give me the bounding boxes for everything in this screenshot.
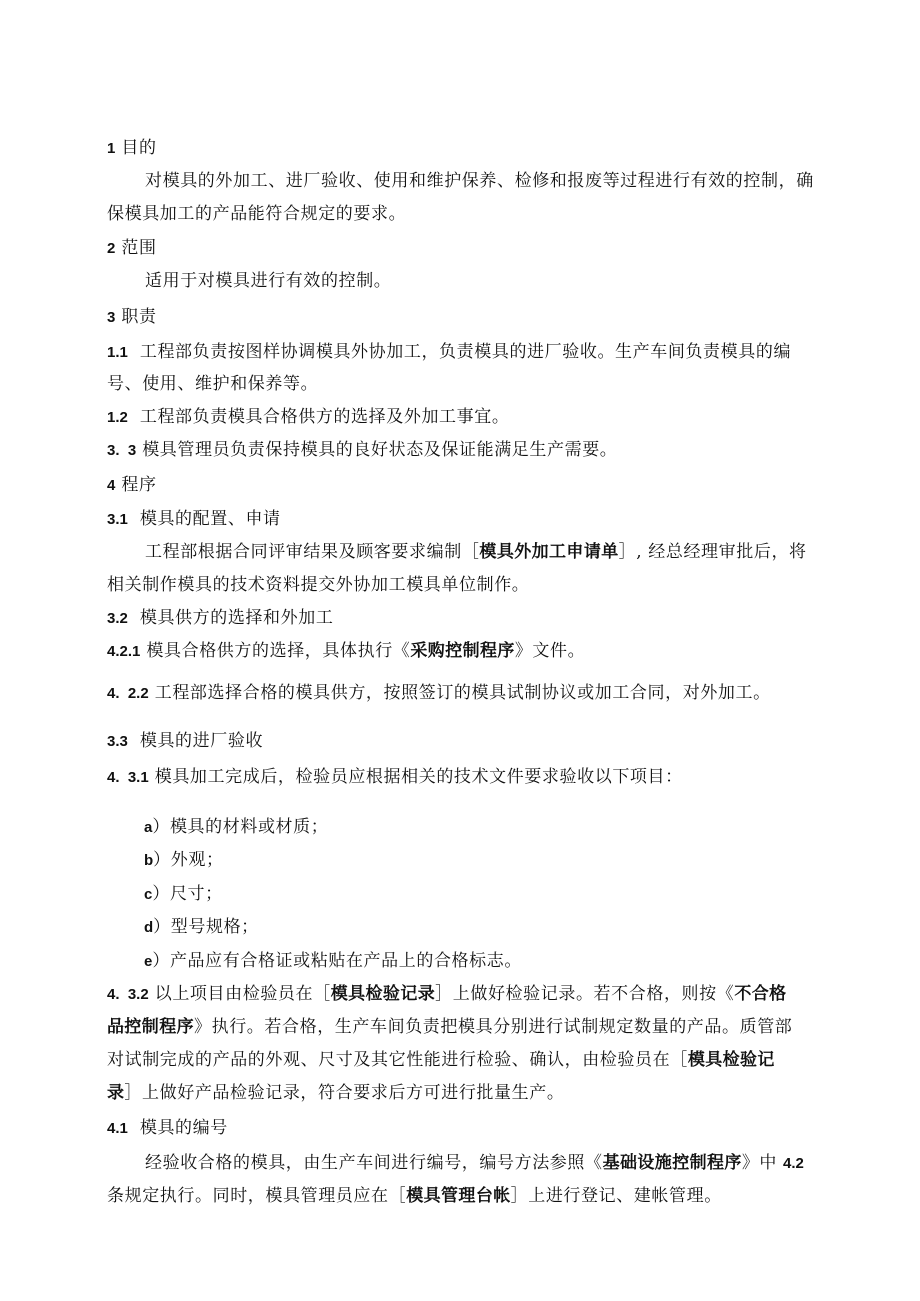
item-label: a — [144, 819, 153, 836]
item-text: ）产品应有合格证或粘贴在产品上的合格标志。 — [152, 951, 522, 971]
form-name: 模具外加工申请单 — [479, 542, 619, 562]
section-2-body: 适用于对模具进行有效的控制。 — [145, 271, 392, 291]
section-1-body-line-1: 对模具的外加工、进厂验收、使用和维护保养、检修和报废等过程进行有效的控制，确 — [145, 171, 814, 191]
procedure-4-3-2-line-3 — [107, 1048, 847, 1072]
form-name: 模具检验记录 — [330, 984, 436, 1004]
list-item — [144, 949, 884, 974]
section-number: 3 — [107, 309, 116, 326]
clause-title: 模具的编号 — [139, 1118, 228, 1138]
clause-text: 模具管理员负责保持模具的良好状态及保证能满足生产需要。 — [142, 440, 618, 460]
clause-text: 工程部选择合格的模具供方，按照签订的模具试制协议或加工合同，对外加工。 — [154, 683, 771, 703]
procedure-3-3-heading — [107, 729, 847, 754]
clause-number: 3.1 — [107, 511, 128, 528]
responsibility-3-3 — [107, 438, 847, 463]
section-number: 1 — [107, 140, 116, 157]
clause-title: 模具的配置、申请 — [139, 509, 281, 529]
section-title: 程序 — [121, 475, 157, 495]
section-title: 范围 — [121, 238, 157, 258]
clause-number: 4. 2.2 — [107, 685, 149, 702]
quote-mark: 》 — [194, 1017, 212, 1037]
quote-mark: 》 — [741, 1153, 760, 1173]
section-number: 2 — [107, 240, 116, 257]
clause-text: 模具加工完成后，检验员应根据相关的技术文件要求验收以下项目： — [154, 767, 683, 787]
procedure-3-1-heading — [107, 507, 847, 532]
body-text: 上做好检验记录。若不合格，则按 — [452, 984, 717, 1004]
section-2-heading — [107, 236, 847, 261]
procedure-4-3-2-line-2 — [107, 1015, 847, 1039]
section-title: 职责 — [121, 307, 157, 327]
section-3-heading — [107, 305, 847, 330]
form-name: 模具管理台帐 — [406, 1186, 511, 1206]
body-text: 经验收合格的模具，由生产车间进行编号，编号方法参照 — [145, 1153, 585, 1173]
procedure-4-2-1 — [107, 639, 847, 664]
item-label: e — [144, 953, 153, 970]
procedure-3-1-body-line-2: 相关制作模具的技术资料提交外协加工模具单位制作。 — [107, 575, 530, 595]
list-item — [144, 815, 884, 840]
responsibility-1-2 — [107, 405, 847, 430]
list-item — [144, 848, 884, 873]
form-name: 录 — [107, 1083, 125, 1103]
section-title: 目的 — [121, 138, 157, 158]
procedure-3-1-body-line-1 — [145, 540, 885, 564]
list-item — [144, 915, 884, 940]
clause-number: 1.2 — [107, 409, 128, 426]
procedure-4-3-2-line-1 — [107, 982, 847, 1007]
bracket: ］ — [435, 984, 453, 1004]
document-reference: 品控制程序 — [107, 1017, 194, 1037]
quote-mark: 《 — [392, 641, 411, 661]
quote-mark: 《 — [585, 1153, 603, 1173]
quote-mark: 》 — [514, 641, 533, 661]
procedure-3-2-heading — [107, 606, 847, 631]
item-text: ）尺寸； — [152, 884, 223, 904]
clause-number: 4.2.1 — [107, 643, 141, 660]
body-text: 上做好产品检验记录，符合要求后方可进行批量生产。 — [142, 1083, 565, 1103]
procedure-4-3-2-line-4 — [107, 1081, 847, 1105]
clause-number: 4.1 — [107, 1120, 128, 1137]
procedure-4-2-2 — [107, 681, 847, 706]
responsibility-1-1-line-2: 号、使用、维护和保养等。 — [107, 374, 319, 394]
body-text: 执行。若合格，生产车间负责把模具分别进行试制规定数量的产品。质管部 — [211, 1017, 793, 1037]
section-4-heading — [107, 473, 847, 498]
procedure-4-3-1 — [107, 765, 847, 790]
item-text: ）型号规格； — [153, 917, 259, 937]
clause-number: 1.1 — [107, 344, 128, 361]
body-text: 模具合格供方的选择，具体执行 — [146, 641, 393, 661]
responsibility-1-1 — [107, 340, 847, 365]
clause-title: 模具供方的选择和外加工 — [139, 608, 334, 628]
bracket: ］ — [618, 542, 637, 562]
body-text: 工程部根据合同评审结果及顾客要求编制 — [145, 542, 462, 562]
body-text: 中 — [759, 1153, 778, 1173]
document-reference: 基础设施控制程序 — [602, 1153, 742, 1173]
clause-number: 3.2 — [107, 610, 128, 627]
bracket: ［ — [388, 1186, 407, 1206]
body-text: 文件。 — [532, 641, 586, 661]
clause-number: 4. 3.2 — [107, 986, 149, 1003]
bracket: ［ — [670, 1050, 688, 1070]
procedure-4-1-heading — [107, 1116, 847, 1141]
document-reference: 不合格 — [734, 984, 787, 1004]
bracket: ［ — [461, 542, 480, 562]
body-text: 以上项目由检验员在 — [154, 984, 314, 1004]
item-label: b — [144, 852, 154, 869]
bracket: ］ — [124, 1083, 143, 1103]
clause-number: 3. 3 — [107, 442, 137, 459]
procedure-4-1-body-line-1 — [145, 1151, 885, 1176]
item-text: ）模具的材料或材质； — [152, 817, 329, 837]
body-text: , 经总经理审批后，将 — [636, 542, 807, 562]
bracket: ］ — [510, 1186, 529, 1206]
section-1-body-line-2: 保模具加工的产品能符合规定的要求。 — [107, 204, 407, 224]
bracket: ［ — [313, 984, 331, 1004]
section-number: 4 — [107, 477, 116, 494]
clause-number: 3.3 — [107, 733, 128, 750]
section-1-heading — [107, 136, 847, 161]
procedure-4-1-body-line-2 — [107, 1184, 847, 1208]
item-label: d — [144, 919, 154, 936]
clause-number: 4. 3.1 — [107, 769, 149, 786]
clause-text: 工程部负责模具合格供方的选择及外加工事宜。 — [139, 407, 510, 427]
body-text: 上进行登记、建帐管理。 — [528, 1186, 722, 1206]
item-text: ）外观； — [153, 850, 224, 870]
item-label: c — [144, 886, 153, 903]
body-text: 条规定执行。同时，模具管理员应在 — [107, 1186, 389, 1206]
form-name: 模具检验记 — [687, 1050, 775, 1070]
document-reference: 采购控制程序 — [410, 641, 515, 661]
clause-reference: 4.2 — [783, 1155, 804, 1172]
quote-mark: 《 — [716, 984, 735, 1004]
list-item — [144, 882, 884, 907]
clause-title: 模具的进厂验收 — [139, 731, 264, 751]
clause-text: 工程部负责按图样协调模具外协加工，负责模具的进厂验收。生产车间负责模具的编 — [139, 342, 792, 362]
body-text: 对试制完成的产品的外观、尺寸及其它性能进行检验、确认，由检验员在 — [107, 1050, 671, 1070]
